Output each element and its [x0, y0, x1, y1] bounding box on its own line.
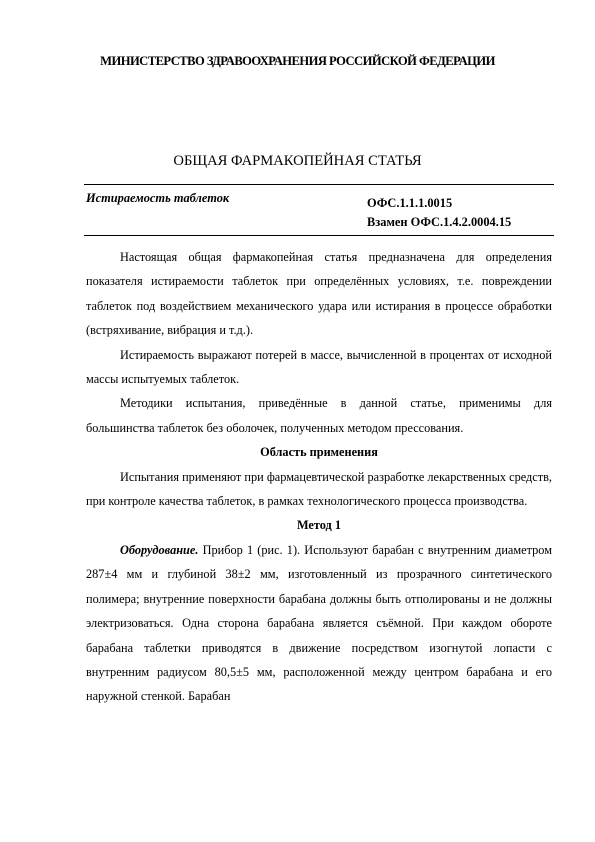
- equipment-lead: Оборудование.: [120, 542, 199, 557]
- intro-paragraph: Истираемость выражают потерей в массе, вычисленной в процентах от исходной массы испытуемых таблеток.: [86, 347, 552, 387]
- replaces-code: Взамен ОФС.1.4.2.0004.15: [367, 215, 512, 229]
- article-body: [86, 245, 552, 709]
- article-codes: [367, 191, 511, 234]
- method-heading: Метод 1: [296, 518, 342, 533]
- bottom-divider: [84, 235, 554, 236]
- top-divider: [84, 184, 554, 185]
- article-code: ОФС.1.1.1.0015: [367, 196, 453, 210]
- equipment-text: Прибор 1 (рис. 1). Используют барабан с внутренним диаметром 287±4 мм и глубиной 38±2 мм, изготовленный из прозрачного синтетического полимера; внутренние поверхности барабана должны быть отполированы и не должны электризоваться. Одна сторона барабана является съёмной. При каждом обороте барабана таблетки приводятся в движение посредством изогнутой лопасти с внутренним радиусом 80,5±5 мм, расположенной между центром барабана и его наружной стенкой. Барабан: [86, 542, 552, 704]
- equipment-paragraph: [86, 538, 552, 709]
- scope-paragraph: Испытания применяют при фармацевтической разработке лекарственных средств, при контроле качества таблеток, в рамках технологического процесса производства.: [86, 469, 552, 509]
- intro-paragraph: Настоящая общая фармакопейная статья предназначена для определения показателя истираемости таблеток при определённых условиях, т.е. повреждении таблеток под воздействием механического удара или истирания в процессе обработки (встряхивание, вибрация и т.д.).: [86, 250, 552, 338]
- intro-paragraph: Методики испытания, приведённые в данной статье, применимы для большинства таблеток без оболочек, полученных методом прессования.: [86, 396, 552, 435]
- ministry-name: МИНИСТЕРСТВО ЗДРАВООХРАНЕНИЯ РОССИЙСКОЙ ФЕДЕРАЦИИ: [100, 54, 495, 68]
- article-name: Истираемость таблеток: [86, 191, 230, 205]
- document-title: ОБЩАЯ ФАРМАКОПЕЙНАЯ СТАТЬЯ: [173, 153, 422, 169]
- scope-heading: Область применения: [260, 445, 378, 460]
